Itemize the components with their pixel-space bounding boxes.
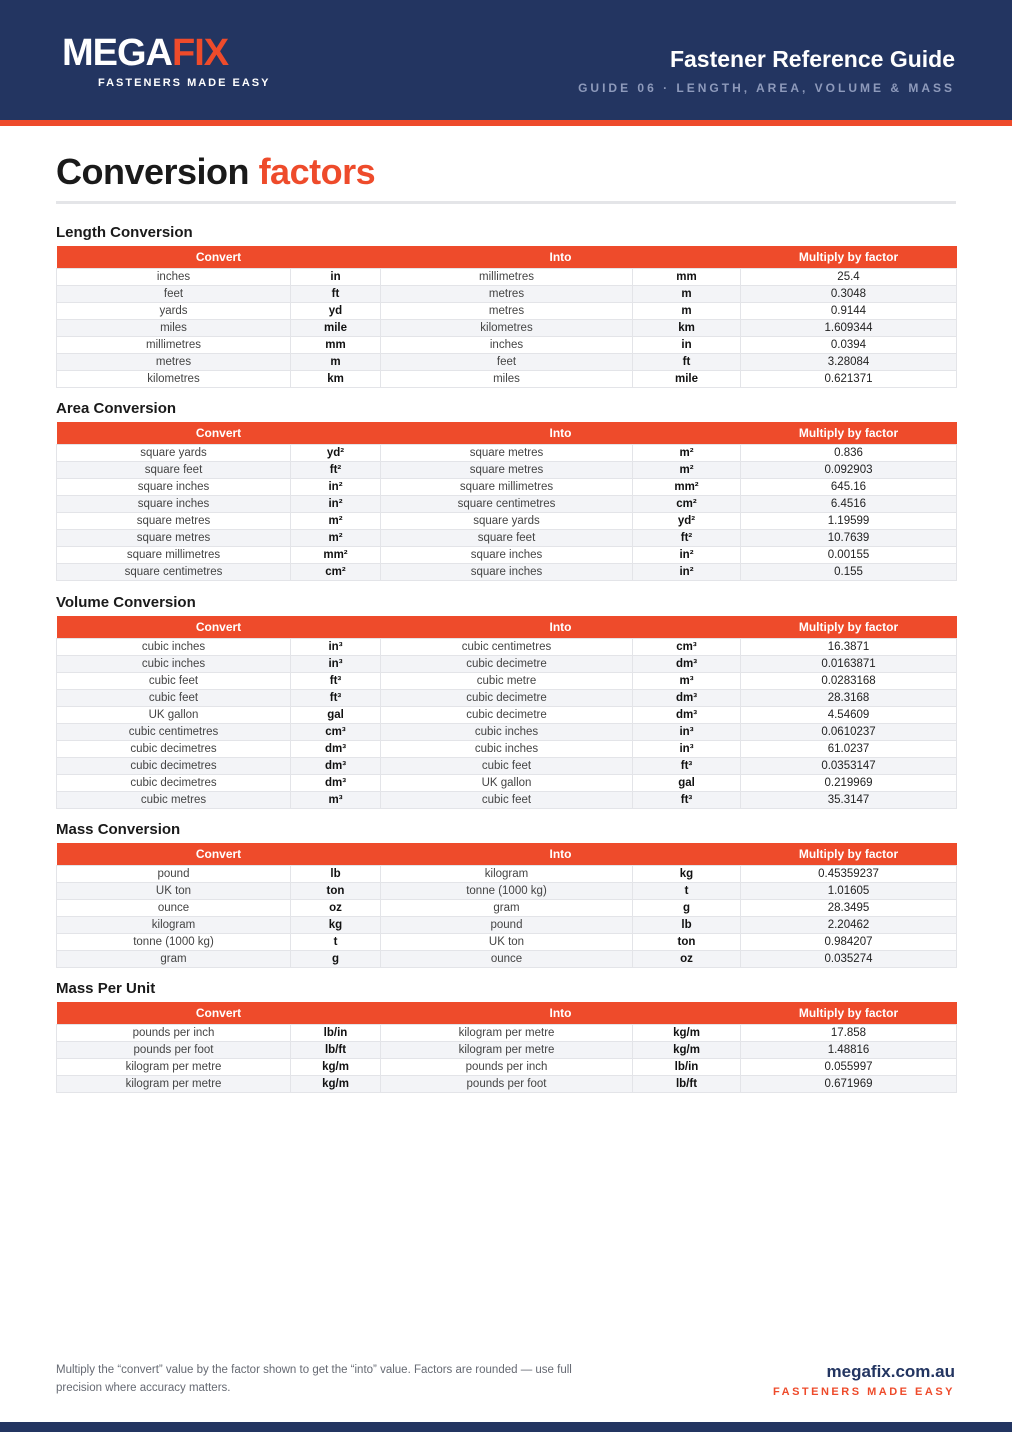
factor-cell: 0.671969 [741, 1076, 957, 1093]
convert-unit-cell: inches [57, 269, 291, 286]
convert-symbol-cell: yd² [291, 445, 381, 462]
convert-symbol-cell: dm³ [291, 758, 381, 775]
into-unit-cell: tonne (1000 kg) [381, 883, 633, 900]
table-row [57, 286, 957, 303]
header-factor: Multiply by factor [741, 422, 957, 445]
section-title: Area Conversion [56, 400, 177, 417]
into-symbol-cell: ft³ [633, 758, 741, 775]
convert-unit-cell: square yards [57, 445, 291, 462]
convert-symbol-cell: in² [291, 496, 381, 513]
page-header [0, 0, 1012, 120]
into-symbol-cell: dm³ [633, 690, 741, 707]
table-row [57, 917, 957, 934]
into-unit-cell: square centimetres [381, 496, 633, 513]
convert-unit-cell: pound [57, 866, 291, 883]
into-unit-cell: gram [381, 900, 633, 917]
mass-per-unit-table [56, 1002, 957, 1093]
factor-cell: 0.092903 [741, 462, 957, 479]
convert-symbol-cell: in² [291, 479, 381, 496]
into-symbol-cell: m² [633, 462, 741, 479]
factor-cell: 16.3871 [741, 639, 957, 656]
factor-cell: 61.0237 [741, 741, 957, 758]
into-unit-cell: metres [381, 286, 633, 303]
convert-unit-cell: millimetres [57, 337, 291, 354]
header-factor: Multiply by factor [741, 246, 957, 269]
factor-cell: 6.4516 [741, 496, 957, 513]
header-into: Into [381, 1002, 741, 1025]
header-convert: Convert [57, 843, 381, 866]
factor-cell: 35.3147 [741, 792, 957, 809]
into-unit-cell: kilometres [381, 320, 633, 337]
table-row [57, 1059, 957, 1076]
length-conversion-section [56, 222, 956, 388]
into-unit-cell: pound [381, 917, 633, 934]
section-title: Mass Conversion [56, 821, 181, 838]
into-symbol-cell: g [633, 900, 741, 917]
table-row [57, 951, 957, 968]
convert-unit-cell: kilogram per metre [57, 1076, 291, 1093]
table-row [57, 496, 957, 513]
factor-cell: 25.4 [741, 269, 957, 286]
into-symbol-cell: ft² [633, 530, 741, 547]
convert-symbol-cell: kg/m [291, 1059, 381, 1076]
convert-symbol-cell: km [291, 371, 381, 388]
factor-cell: 0.155 [741, 564, 957, 581]
convert-unit-cell: cubic feet [57, 690, 291, 707]
header-convert: Convert [57, 616, 381, 639]
into-unit-cell: square metres [381, 462, 633, 479]
convert-unit-cell: square feet [57, 462, 291, 479]
into-unit-cell: square feet [381, 530, 633, 547]
header-factor: Multiply by factor [741, 1002, 957, 1025]
into-unit-cell: inches [381, 337, 633, 354]
factor-cell: 0.0610237 [741, 724, 957, 741]
into-symbol-cell: yd² [633, 513, 741, 530]
into-symbol-cell: dm³ [633, 656, 741, 673]
factor-cell: 17.858 [741, 1025, 957, 1042]
factor-cell: 1.48816 [741, 1042, 957, 1059]
volume-conversion-section [56, 592, 956, 809]
into-unit-cell: ounce [381, 951, 633, 968]
table-row [57, 320, 957, 337]
into-symbol-cell: lb [633, 917, 741, 934]
convert-unit-cell: cubic decimetres [57, 775, 291, 792]
convert-symbol-cell: dm³ [291, 775, 381, 792]
into-symbol-cell: t [633, 883, 741, 900]
table-row [57, 547, 957, 564]
megafix-logo [62, 34, 282, 89]
convert-symbol-cell: m [291, 354, 381, 371]
into-symbol-cell: m [633, 303, 741, 320]
into-symbol-cell: kg [633, 866, 741, 883]
convert-unit-cell: cubic feet [57, 673, 291, 690]
table-row [57, 337, 957, 354]
into-unit-cell: square yards [381, 513, 633, 530]
factor-cell: 10.7639 [741, 530, 957, 547]
logo-fix: FIX [172, 32, 229, 74]
convert-unit-cell: cubic inches [57, 656, 291, 673]
page-title [56, 150, 375, 194]
guide-subtitle: GUIDE 06 · LENGTH, AREA, VOLUME & MASS [578, 81, 955, 95]
into-unit-cell: UK gallon [381, 775, 633, 792]
into-unit-cell: metres [381, 303, 633, 320]
header-factor: Multiply by factor [741, 616, 957, 639]
into-symbol-cell: ton [633, 934, 741, 951]
header-factor: Multiply by factor [741, 843, 957, 866]
section-title: Volume Conversion [56, 594, 196, 611]
into-unit-cell: cubic inches [381, 724, 633, 741]
convert-symbol-cell: mm² [291, 547, 381, 564]
convert-unit-cell: cubic decimetres [57, 758, 291, 775]
convert-unit-cell: cubic centimetres [57, 724, 291, 741]
into-unit-cell: square inches [381, 564, 633, 581]
convert-symbol-cell: g [291, 951, 381, 968]
logo-tagline: FASTENERS MADE EASY [98, 77, 271, 89]
factor-cell: 4.54609 [741, 707, 957, 724]
into-symbol-cell: ft³ [633, 792, 741, 809]
into-unit-cell: cubic inches [381, 741, 633, 758]
convert-symbol-cell: in³ [291, 639, 381, 656]
convert-unit-cell: square inches [57, 479, 291, 496]
factor-cell: 0.45359237 [741, 866, 957, 883]
into-symbol-cell: in² [633, 547, 741, 564]
into-unit-cell: cubic decimetre [381, 707, 633, 724]
into-unit-cell: kilogram per metre [381, 1025, 633, 1042]
factor-cell: 0.035274 [741, 951, 957, 968]
table-row [57, 564, 957, 581]
convert-unit-cell: cubic decimetres [57, 741, 291, 758]
convert-unit-cell: pounds per inch [57, 1025, 291, 1042]
section-title: Mass Per Unit [56, 980, 156, 997]
into-symbol-cell: mile [633, 371, 741, 388]
factor-cell: 3.28084 [741, 354, 957, 371]
table-row [57, 656, 957, 673]
table-row [57, 883, 957, 900]
factor-cell: 2.20462 [741, 917, 957, 934]
header-convert: Convert [57, 422, 381, 445]
logo-mega: MEGA [62, 32, 172, 74]
convert-symbol-cell: gal [291, 707, 381, 724]
into-unit-cell: kilogram per metre [381, 1042, 633, 1059]
factor-cell: 0.00155 [741, 547, 957, 564]
table-row [57, 1042, 957, 1059]
into-symbol-cell: mm² [633, 479, 741, 496]
footer-brand [773, 1361, 955, 1398]
convert-unit-cell: kilogram per metre [57, 1059, 291, 1076]
factor-cell: 0.836 [741, 445, 957, 462]
into-unit-cell: kilogram [381, 866, 633, 883]
into-unit-cell: UK ton [381, 934, 633, 951]
convert-unit-cell: yards [57, 303, 291, 320]
table-row [57, 775, 957, 792]
table-row [57, 866, 957, 883]
convert-unit-cell: UK gallon [57, 707, 291, 724]
factor-cell: 0.0394 [741, 337, 957, 354]
convert-unit-cell: UK ton [57, 883, 291, 900]
into-symbol-cell: dm³ [633, 707, 741, 724]
footer-bar [0, 1422, 1012, 1432]
convert-symbol-cell: ft² [291, 462, 381, 479]
factor-cell: 1.01605 [741, 883, 957, 900]
into-symbol-cell: cm² [633, 496, 741, 513]
convert-symbol-cell: in [291, 269, 381, 286]
convert-symbol-cell: mm [291, 337, 381, 354]
table-row [57, 1025, 957, 1042]
convert-symbol-cell: ft³ [291, 673, 381, 690]
table-row [57, 758, 957, 775]
header-convert: Convert [57, 1002, 381, 1025]
table-row [57, 934, 957, 951]
table-row [57, 741, 957, 758]
table-row [57, 479, 957, 496]
table-row [57, 724, 957, 741]
into-symbol-cell: lb/in [633, 1059, 741, 1076]
factor-cell: 1.609344 [741, 320, 957, 337]
convert-symbol-cell: ton [291, 883, 381, 900]
area-conversion-table [56, 422, 957, 581]
table-row [57, 639, 957, 656]
convert-unit-cell: gram [57, 951, 291, 968]
table-row [57, 513, 957, 530]
convert-unit-cell: square millimetres [57, 547, 291, 564]
page-title-part1: Conversion [56, 151, 250, 192]
convert-unit-cell: square metres [57, 513, 291, 530]
into-unit-cell: cubic decimetre [381, 690, 633, 707]
into-unit-cell: square millimetres [381, 479, 633, 496]
volume-conversion-table [56, 616, 957, 809]
table-row [57, 303, 957, 320]
table-row [57, 371, 957, 388]
convert-symbol-cell: cm³ [291, 724, 381, 741]
convert-unit-cell: kilogram [57, 917, 291, 934]
into-symbol-cell: m³ [633, 673, 741, 690]
convert-symbol-cell: m² [291, 530, 381, 547]
into-unit-cell: pounds per inch [381, 1059, 633, 1076]
header-accent-stripe [0, 120, 1012, 126]
into-symbol-cell: oz [633, 951, 741, 968]
title-divider [56, 201, 956, 204]
table-row [57, 900, 957, 917]
section-title: Length Conversion [56, 224, 193, 241]
into-unit-cell: pounds per foot [381, 1076, 633, 1093]
convert-unit-cell: ounce [57, 900, 291, 917]
into-symbol-cell: in³ [633, 741, 741, 758]
convert-symbol-cell: in³ [291, 656, 381, 673]
convert-symbol-cell: lb/ft [291, 1042, 381, 1059]
into-unit-cell: cubic metre [381, 673, 633, 690]
convert-symbol-cell: t [291, 934, 381, 951]
into-unit-cell: cubic decimetre [381, 656, 633, 673]
convert-unit-cell: square metres [57, 530, 291, 547]
convert-unit-cell: cubic inches [57, 639, 291, 656]
into-unit-cell: cubic centimetres [381, 639, 633, 656]
into-symbol-cell: gal [633, 775, 741, 792]
convert-symbol-cell: yd [291, 303, 381, 320]
header-into: Into [381, 246, 741, 269]
convert-symbol-cell: lb [291, 866, 381, 883]
convert-symbol-cell: ft [291, 286, 381, 303]
header-convert: Convert [57, 246, 381, 269]
into-symbol-cell: mm [633, 269, 741, 286]
footer-tagline: FASTENERS MADE EASY [773, 1386, 955, 1398]
table-row [57, 354, 957, 371]
convert-symbol-cell: m² [291, 513, 381, 530]
into-symbol-cell: m² [633, 445, 741, 462]
factor-cell: 645.16 [741, 479, 957, 496]
convert-symbol-cell: kg/m [291, 1076, 381, 1093]
into-symbol-cell: lb/ft [633, 1076, 741, 1093]
table-row [57, 530, 957, 547]
convert-symbol-cell: ft³ [291, 690, 381, 707]
factor-cell: 0.0283168 [741, 673, 957, 690]
factor-cell: 0.984207 [741, 934, 957, 951]
length-conversion-table [56, 246, 957, 388]
table-row [57, 1076, 957, 1093]
table-row [57, 673, 957, 690]
into-unit-cell: cubic feet [381, 792, 633, 809]
footer-note: Multiply the “convert” value by the factor shown to get the “into” value. Factors are rounded — use full precision where accuracy matters. [56, 1364, 572, 1394]
convert-unit-cell: tonne (1000 kg) [57, 934, 291, 951]
guide-title: Fastener Reference Guide [669, 46, 955, 72]
footer-url: megafix.com.au [826, 1362, 955, 1381]
factor-cell: 28.3168 [741, 690, 957, 707]
factor-cell: 0.0353147 [741, 758, 957, 775]
header-into: Into [381, 843, 741, 866]
convert-unit-cell: feet [57, 286, 291, 303]
table-row [57, 269, 957, 286]
convert-unit-cell: square centimetres [57, 564, 291, 581]
into-symbol-cell: in [633, 337, 741, 354]
into-symbol-cell: kg/m [633, 1042, 741, 1059]
into-unit-cell: cubic feet [381, 758, 633, 775]
convert-symbol-cell: lb/in [291, 1025, 381, 1042]
table-row [57, 707, 957, 724]
factor-cell: 0.3048 [741, 286, 957, 303]
factor-cell: 0.9144 [741, 303, 957, 320]
mass-conversion-section [56, 819, 956, 968]
convert-unit-cell: miles [57, 320, 291, 337]
table-row [57, 445, 957, 462]
convert-symbol-cell: cm² [291, 564, 381, 581]
into-unit-cell: square metres [381, 445, 633, 462]
table-row [57, 690, 957, 707]
convert-symbol-cell: oz [291, 900, 381, 917]
into-unit-cell: square inches [381, 547, 633, 564]
convert-symbol-cell: kg [291, 917, 381, 934]
header-right [578, 45, 955, 95]
into-symbol-cell: m [633, 286, 741, 303]
into-symbol-cell: cm³ [633, 639, 741, 656]
factor-cell: 0.0163871 [741, 656, 957, 673]
into-symbol-cell: kg/m [633, 1025, 741, 1042]
convert-unit-cell: square inches [57, 496, 291, 513]
page-title-part2: factors [258, 151, 376, 192]
header-into: Into [381, 616, 741, 639]
convert-unit-cell: metres [57, 354, 291, 371]
table-row [57, 792, 957, 809]
table-row [57, 462, 957, 479]
convert-unit-cell: kilometres [57, 371, 291, 388]
convert-unit-cell: cubic metres [57, 792, 291, 809]
into-unit-cell: miles [381, 371, 633, 388]
mass-conversion-table [56, 843, 957, 968]
factor-cell: 0.055997 [741, 1059, 957, 1076]
into-unit-cell: feet [381, 354, 633, 371]
header-into: Into [381, 422, 741, 445]
into-symbol-cell: in³ [633, 724, 741, 741]
into-symbol-cell: in² [633, 564, 741, 581]
area-conversion-section [56, 398, 956, 581]
into-symbol-cell: km [633, 320, 741, 337]
factor-cell: 1.19599 [741, 513, 957, 530]
mass-per-unit-section [56, 978, 956, 1093]
factor-cell: 0.219969 [741, 775, 957, 792]
convert-symbol-cell: mile [291, 320, 381, 337]
into-symbol-cell: ft [633, 354, 741, 371]
convert-symbol-cell: m³ [291, 792, 381, 809]
into-unit-cell: millimetres [381, 269, 633, 286]
convert-unit-cell: pounds per foot [57, 1042, 291, 1059]
factor-cell: 0.621371 [741, 371, 957, 388]
convert-symbol-cell: dm³ [291, 741, 381, 758]
factor-cell: 28.3495 [741, 900, 957, 917]
logo-wordmark [62, 34, 282, 72]
